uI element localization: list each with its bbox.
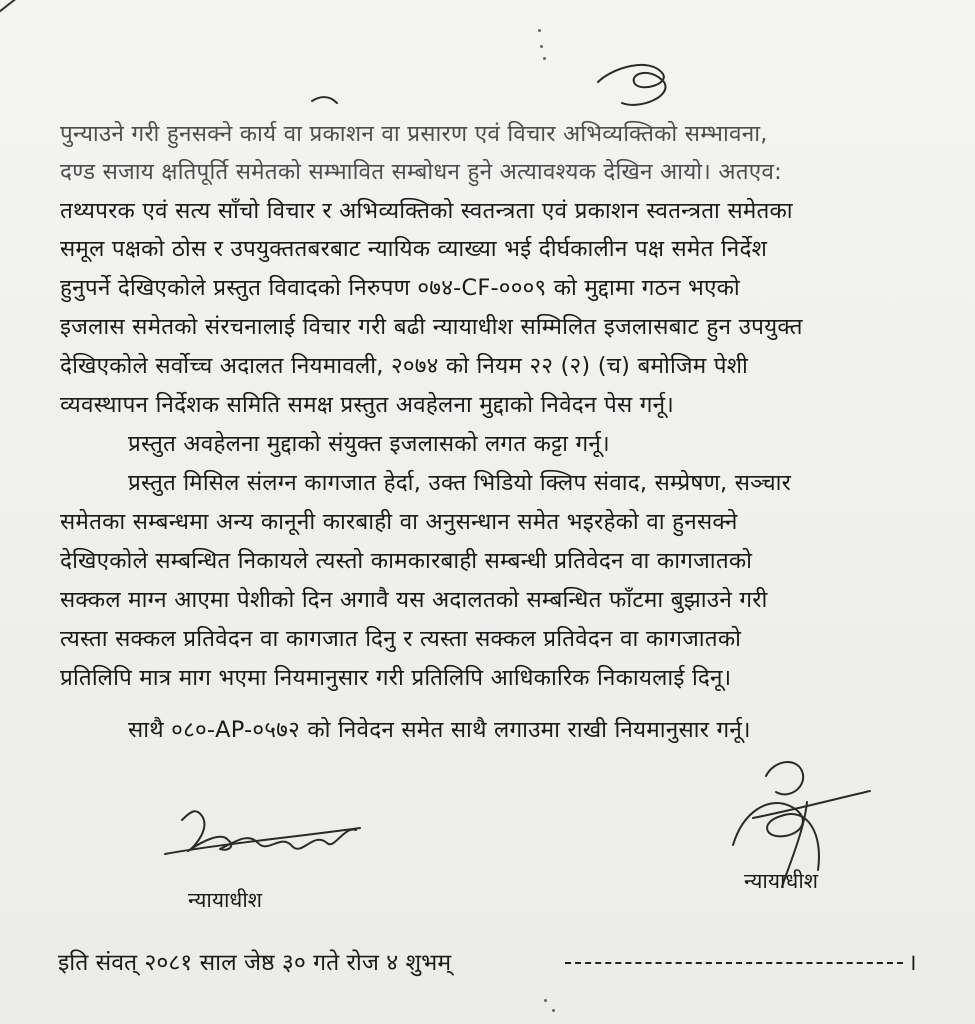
document-line-1: पुन्याउने गरी हुनसक्ने कार्य वा प्रकाशन वा प्रसारण एवं विचार अभिव्यक्तिको सम्भावना, xyxy=(60,121,768,147)
document-line-8: व्यवस्थापन निर्देशक समिति समक्ष प्रस्तुत अवहेलना मुद्दाको निवेदन पेस गर्नू। xyxy=(60,392,675,418)
document-line-13: सक्कल माग्न आएमा पेशीको दिन अगावै यस अदालतको सम्बन्धित फाँटमा बुझाउने गरी xyxy=(60,587,768,613)
document-line-10: प्रस्तुत मिसिल संलग्न कागजात हेर्दा, उक्त भिडियो क्लिप संवाद, सम्प्रेषण, सञ्चार xyxy=(128,470,792,496)
page-speck-4 xyxy=(544,999,547,1002)
top-handwritten-mark xyxy=(598,65,666,105)
page-speck-1 xyxy=(538,29,541,32)
right-signature-cross xyxy=(753,791,870,818)
page-fold-line xyxy=(0,0,46,20)
right-signature-label: न्यायाधीश xyxy=(744,869,819,893)
right-signature-loop xyxy=(766,762,803,794)
page-speck-2 xyxy=(540,45,543,48)
page-speck-5 xyxy=(552,1009,555,1012)
document-line-2: दण्ड सजाय क्षतिपूर्ति समेतको सम्भावित सम्बोधन हुने अत्यावश्यक देखिन आयो। अतएव: xyxy=(60,159,782,185)
document-line-11: समेतका सम्बन्धमा अन्य कानूनी कारबाही वा अनुसन्धान समेत भइरहेको वा हुनसक्ने xyxy=(60,509,738,535)
document-line-6: इजलास समेतको संरचनालाई विचार गरी बढी न्यायाधीश सम्मिलित इजलासबाट हुन उपयुक्त xyxy=(60,314,803,340)
document-line-3: तथ्यपरक एवं सत्य साँचो विचार र अभिव्यक्तिको स्वतन्त्रता एवं प्रकाशन स्वतन्त्रता समेतका xyxy=(60,198,793,224)
left-signature-underline xyxy=(165,828,360,854)
left-signature-label: न्यायाधीश xyxy=(188,888,263,912)
document-line-5: हुनुपर्ने देखिएकोले प्रस्तुत विवादको निरुपण ०७४-CF-०००९ को मुद्दामा गठन भएको xyxy=(60,275,740,301)
document-line-9: प्रस्तुत अवहेलना मुद्दाको संयुक्त इजलासको लगत कट्टा गर्नू। xyxy=(128,431,610,457)
top-left-sign-mark xyxy=(312,97,337,103)
document-line-12: देखिएकोले सम्बन्धित निकायले त्यस्तो कामकारबाही सम्बन्धी प्रतिवेदन वा कागजातको xyxy=(60,548,753,574)
footer-date-line: इति संवत् २०८१ साल जेष्ठ ३० गते रोज ४ शुभम् xyxy=(58,950,452,976)
document-line-4: समूल पक्षको ठोस र उपयुक्ततबरबाट न्यायिक व्याख्या भई दीर्घकालीन पक्ष समेत निर्देश xyxy=(60,236,768,262)
footer-dashed-line xyxy=(565,962,903,964)
document-line-16: साथै ०८०-AP-०५७२ को निवेदन समेत साथै लगाउमा राखी नियमानुसार गर्नू। xyxy=(128,717,751,743)
left-signature-drawing xyxy=(182,811,356,851)
document-line-15: प्रतिलिपि मात्र माग भएमा नियमानुसार गरी प्रतिलिपि आधिकारिक निकायलाई दिनू। xyxy=(60,665,732,691)
document-line-14: त्यस्ता सक्कल प्रतिवेदन वा कागजात दिनु र त्यस्ता सक्कल प्रतिवेदन वा कागजातको xyxy=(60,626,742,652)
footer-end-mark: । xyxy=(908,950,917,976)
document-line-7: देखिएकोले सर्वोच्च अदालत नियमावली, २०७४ को नियम २२ (२) (च) बमोजिम पेशी xyxy=(60,353,749,379)
page-speck-3 xyxy=(543,57,546,60)
right-signature-drawing xyxy=(733,803,819,870)
